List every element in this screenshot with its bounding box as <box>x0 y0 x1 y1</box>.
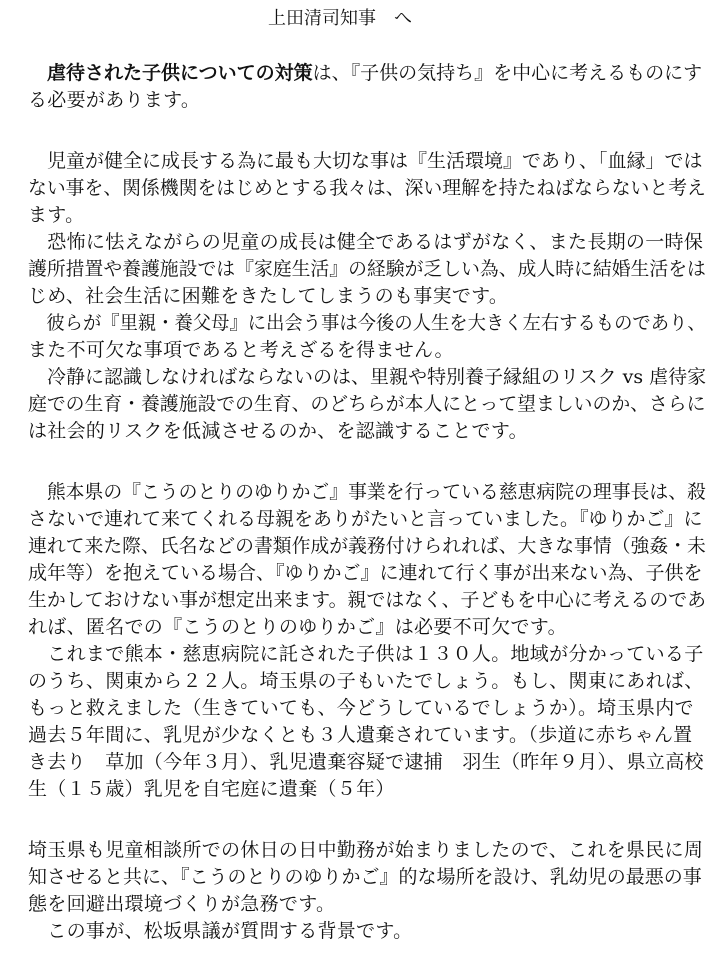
body-line: 態を回避出環境づくりが急務です。 <box>28 893 336 915</box>
body-line: 庭での生育・養護施設での生育、のどちらが本人にとって望ましいのか、さらに <box>28 393 706 415</box>
intro-rest: は、『子供の気持ち』を中心に考えるものにす <box>312 62 703 84</box>
body-line: 彼らが『里親・養父母』に出会う事は今後の人生を大きく左右するものであり、 <box>28 312 706 334</box>
body-line: さないで連れて来てくれる母親をありがたいと言っていました。『ゆりかご』に <box>28 508 703 530</box>
body-line: れば、匿名での『こうのとりのゆりかご』は必要不可欠です。 <box>28 616 567 638</box>
intro-line-2: る必要があります。 <box>28 89 201 111</box>
body-line: 連れて来た際、氏名などの書類作成が義務付けられれば、大きな事情（強姦・未 <box>28 535 706 557</box>
body-line: のうち、関東から２２人。埼玉県の子もいたでしょう。もし、関東にあれば、 <box>28 670 704 692</box>
body-line: もっと救えました（生きていても、今どうしているでしょうか）。埼玉県内で <box>28 697 694 719</box>
body-line: 成年等）を抱えている場合、『ゆりかご』に連れて行く事が出来ない為、子供を <box>28 562 703 584</box>
addressee-heading: 上田清司知事 へ <box>268 8 412 29</box>
body-line: 生（１５歳）乳児を自宅庭に遺棄（５年） <box>28 778 395 800</box>
intro-bold-phrase: 虐待された子供についての対策 <box>47 62 313 84</box>
body-line: は社会的リスクを低減させるのか、を認識することです。 <box>28 420 528 442</box>
body-line: 埼玉県も児童相談所での休日の日中勤務が始まりましたので、これを県民に周 <box>28 839 704 861</box>
body-line: 冷静に認識しなければならないのは、里親や特別養子縁組のリスク vs 虐待家 <box>28 366 707 388</box>
body-line: 熊本県の『こうのとりのゆりかご』事業を行っている慈恵病院の理事長は、殺 <box>28 481 706 503</box>
body-line: また不可欠な事項であると考えざるを得ません。 <box>28 339 454 361</box>
body-line: ない事を、関係機関をはじめとする我々は、深い理解を持たねばならないと考え <box>28 177 706 199</box>
body-line: 護所措置や養護施設では『家庭生活』の経験が乏しい為、成人時に結婚生活をは <box>28 258 706 280</box>
body-line: 児童が健全に成長する為に最も大切な事は『生活環境』であり、「血縁」では <box>28 150 703 172</box>
body-line: この事が、松坂県議が質問する背景です。 <box>28 920 413 942</box>
body-line: 生かしておけない事が想定出来ます。親ではなく、子どもを中心に考えるのであ <box>28 589 707 611</box>
body-line: き去り 草加（今年３月）、乳児遺棄容疑で逮捕 羽生（昨年９月）、県立高校 <box>28 751 704 773</box>
body-line: 知させると共に、『こうのとりのゆりかご』的な場所を設け、乳幼児の最悪の事 <box>28 866 702 888</box>
body-line: これまで熊本・慈恵病院に託された子供は１３０人。地域が分かっている子 <box>28 643 704 665</box>
body-line: じめ、社会生活に困難をきたしてしまうのも事実です。 <box>28 285 509 307</box>
body-line: ます。 <box>28 204 85 226</box>
body-line: 過去５年間に、乳児が少なくとも３人遺棄されています。（歩道に赤ちゃん置 <box>28 724 693 746</box>
intro-line-1 <box>28 60 702 86</box>
body-line: 恐怖に怯えながらの児童の成長は健全であるはずがなく、また長期の一時保 <box>28 231 704 253</box>
